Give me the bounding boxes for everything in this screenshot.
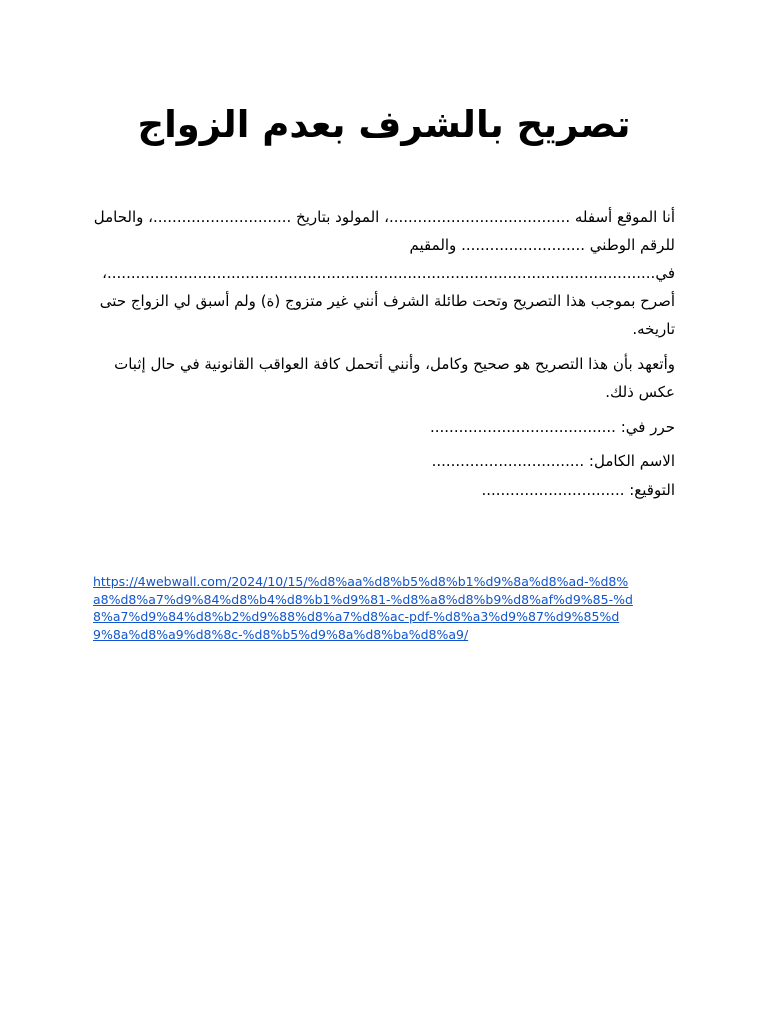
- source-link[interactable]: https://4webwall.com/2024/10/15/%d8%aa%d8%b5%d8%b1%d9%8a%d8%ad-%d8%a8%d8%a7%d9%84%d8%b4%d8%b1%d9%81-%d8%a8%d8%b9%d8%af%d9%85-%d8%a7%d9%84%d8%b2%d9%88%d8%a7%d8%ac-pdf-%d8%a3%d9%87%d9%85%d9%8a%d8%a9%d8%8c-%d8%b5%d9%8a%d8%ba%d8%a9/: [93, 574, 633, 642]
- place-field: حرر في: .......................................: [429, 418, 675, 436]
- commitment-paragraph-block: [85, 350, 675, 406]
- declaration-paragraph-block: [85, 203, 675, 343]
- signature-field: التوقيع: ..............................: [481, 481, 675, 499]
- declaration-paragraph: أنا الموقع أسفله ......................................، المولود بتاريخ .............................، والحامل للرقم الوطني .......................... والمقيم في...................................................................................................................، أصرح بموجب هذا التصريح وتحت طائلة الشرف أنني غير متزوج (ة) ولم أسبق لي الزواج حتى تاريخه.: [93, 208, 675, 338]
- full-name-field: الاسم الكامل: ................................: [431, 452, 675, 470]
- commitment-paragraph: وأتعهد بأن هذا التصريح هو صحيح وكامل، وأنني أتحمل كافة العواقب القانونية في حال إثبات عكس ذلك.: [114, 355, 675, 401]
- page-title: تصريح بالشرف بعدم الزواج: [137, 103, 631, 146]
